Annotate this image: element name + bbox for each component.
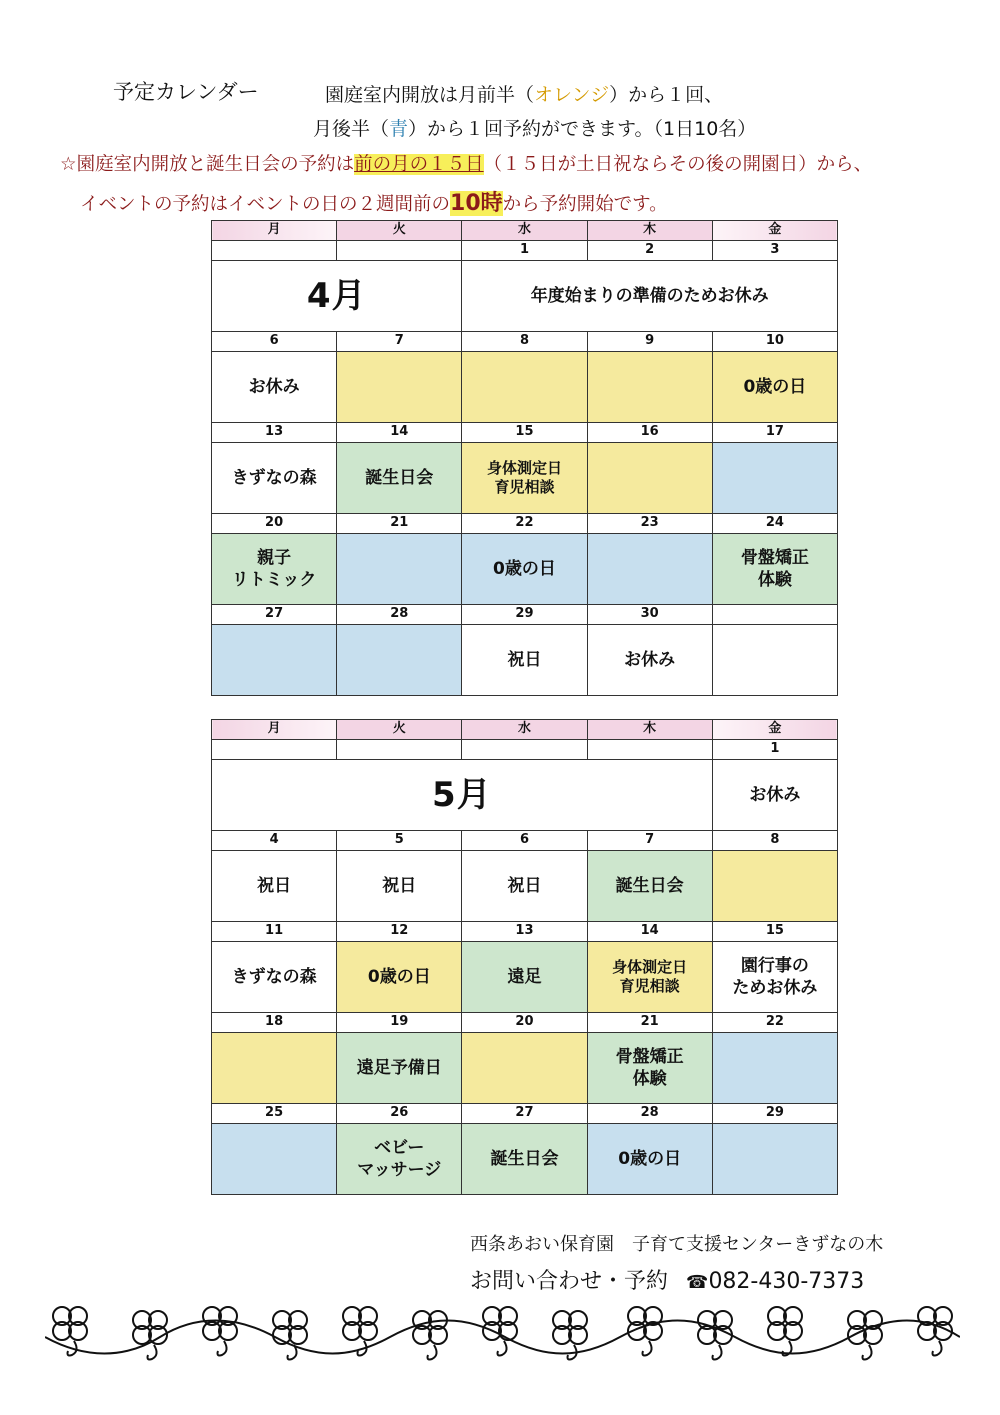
date-row bbox=[212, 514, 838, 534]
weekday-thu: 木 bbox=[587, 221, 712, 241]
phone-icon: ☎ bbox=[686, 1272, 709, 1293]
month-label: 5月 bbox=[432, 774, 492, 815]
date-cell: 17 bbox=[712, 423, 837, 443]
date-cell: 27 bbox=[212, 605, 337, 625]
date-cell: 20 bbox=[212, 514, 337, 534]
event-cell-empty bbox=[712, 851, 837, 922]
event-label: 体験 bbox=[757, 570, 792, 590]
notice-text: 月後半（ bbox=[313, 118, 390, 140]
weekday-tue: 火 bbox=[337, 221, 462, 241]
event-cell-empty bbox=[587, 352, 712, 423]
event-cell bbox=[462, 1124, 587, 1195]
event-row bbox=[212, 625, 838, 696]
event-cell bbox=[462, 851, 587, 922]
event-cell bbox=[337, 443, 462, 514]
date-row bbox=[212, 423, 838, 443]
event-label: 0歳の日 bbox=[618, 1148, 682, 1169]
notice-text: イベントの予約はイベントの日の２週間前の bbox=[80, 194, 451, 215]
event-cell-empty bbox=[712, 443, 837, 514]
notice-line-3 bbox=[60, 150, 872, 176]
event-row bbox=[212, 851, 838, 922]
contact-line bbox=[470, 1264, 864, 1295]
date-cell: 28 bbox=[587, 1104, 712, 1124]
date-cell: 9 bbox=[587, 332, 712, 352]
event-row bbox=[212, 942, 838, 1013]
event-cell bbox=[212, 352, 337, 423]
event-label: リトミック bbox=[231, 570, 317, 590]
weekday-fri: 金 bbox=[712, 720, 837, 740]
date-row bbox=[212, 605, 838, 625]
event-cell bbox=[212, 534, 337, 605]
notice-text: ）から１回、 bbox=[609, 84, 724, 106]
notice-line-1 bbox=[325, 80, 723, 107]
event-cell bbox=[587, 1124, 712, 1195]
highlight-date: 前の月の１５日 bbox=[354, 154, 484, 175]
calendar-title: 予定カレンダー bbox=[113, 80, 259, 104]
weekday-header-row bbox=[212, 221, 838, 241]
event-cell bbox=[462, 625, 587, 696]
event-label: 身体測定日 bbox=[612, 957, 688, 976]
date-cell: 21 bbox=[337, 514, 462, 534]
date-cell: 22 bbox=[712, 1013, 837, 1033]
notice-text: （１５日が土日祝ならその後の開園日）から、 bbox=[483, 154, 873, 175]
date-cell bbox=[712, 605, 837, 625]
event-cell-empty bbox=[337, 534, 462, 605]
date-cell: 29 bbox=[712, 1104, 837, 1124]
event-label: お休み bbox=[749, 784, 801, 805]
event-label: 育児相談 bbox=[494, 478, 555, 496]
notice-line-4 bbox=[80, 186, 668, 217]
event-cell-empty bbox=[212, 625, 337, 696]
phone-number: 082-430-7373 bbox=[708, 1269, 865, 1294]
event-cell bbox=[712, 352, 837, 423]
notice-text: から予約開始です。 bbox=[502, 194, 668, 215]
clover-leaf-icon bbox=[343, 1307, 377, 1356]
date-cell: 8 bbox=[712, 831, 837, 851]
date-cell: 7 bbox=[337, 332, 462, 352]
event-cell-empty bbox=[712, 625, 837, 696]
event-label: 体験 bbox=[632, 1069, 667, 1089]
date-cell: 10 bbox=[712, 332, 837, 352]
date-cell: 20 bbox=[462, 1013, 587, 1033]
event-label: 遠足予備日 bbox=[356, 1057, 442, 1078]
date-cell: 3 bbox=[712, 241, 837, 261]
weekday-fri: 金 bbox=[712, 221, 837, 241]
event-row bbox=[212, 352, 838, 423]
weekday-header-row bbox=[212, 720, 838, 740]
april-month-label bbox=[212, 261, 462, 332]
event-cell bbox=[212, 942, 337, 1013]
date-cell: 27 bbox=[462, 1104, 587, 1124]
weekday-mon: 月 bbox=[212, 221, 337, 241]
event-cell-empty bbox=[587, 534, 712, 605]
event-label: 骨盤矯正 bbox=[615, 1046, 684, 1067]
date-cell bbox=[337, 241, 462, 261]
date-cell: 4 bbox=[212, 831, 337, 851]
date-cell: 14 bbox=[337, 423, 462, 443]
date-row bbox=[212, 1013, 838, 1033]
clover-leaf-icon bbox=[698, 1311, 732, 1360]
notice-text: ）から１回予約ができます。（1日10名） bbox=[408, 118, 757, 140]
event-cell bbox=[712, 534, 837, 605]
event-label: きずなの森 bbox=[231, 966, 317, 987]
event-cell bbox=[337, 1124, 462, 1195]
date-cell bbox=[462, 740, 587, 760]
event-cell bbox=[587, 1033, 712, 1104]
event-label: 親子 bbox=[257, 547, 292, 568]
event-label: 骨盤矯正 bbox=[740, 547, 809, 568]
event-label: 誕生日会 bbox=[490, 1148, 559, 1169]
event-cell bbox=[337, 851, 462, 922]
closed-notice: 年度始まりの準備のためお休み bbox=[462, 261, 838, 332]
clover-leaf-icon bbox=[918, 1307, 952, 1356]
weekday-wed: 水 bbox=[462, 720, 587, 740]
date-cell: 5 bbox=[337, 831, 462, 851]
date-cell: 21 bbox=[587, 1013, 712, 1033]
event-cell bbox=[712, 942, 837, 1013]
event-label: 誕生日会 bbox=[365, 467, 434, 488]
date-cell: 13 bbox=[212, 423, 337, 443]
event-label: 園行事の bbox=[740, 955, 809, 976]
may-calendar bbox=[211, 719, 838, 1195]
event-label: ためお休み bbox=[732, 978, 818, 998]
notice-line-2 bbox=[313, 114, 756, 141]
may-month-label bbox=[212, 760, 713, 831]
month-label: 4月 bbox=[306, 275, 367, 316]
event-cell-empty bbox=[212, 1124, 337, 1195]
event-row bbox=[212, 760, 838, 831]
date-row bbox=[212, 241, 838, 261]
date-cell bbox=[212, 740, 337, 760]
event-cell bbox=[462, 942, 587, 1013]
date-cell: 16 bbox=[587, 423, 712, 443]
event-cell-empty bbox=[712, 1033, 837, 1104]
clover-leaf-icon bbox=[413, 1311, 447, 1360]
weekday-mon: 月 bbox=[212, 720, 337, 740]
event-label: 育児相談 bbox=[619, 977, 680, 995]
weekday-tue: 火 bbox=[337, 720, 462, 740]
event-label: 祝日 bbox=[507, 649, 542, 670]
date-cell: 28 bbox=[337, 605, 462, 625]
event-label: 祝日 bbox=[382, 875, 417, 896]
event-cell bbox=[587, 625, 712, 696]
event-cell-empty bbox=[462, 1033, 587, 1104]
date-cell: 11 bbox=[212, 922, 337, 942]
event-cell bbox=[712, 760, 837, 831]
event-label: 誕生日会 bbox=[615, 875, 684, 896]
date-cell: 13 bbox=[462, 922, 587, 942]
date-cell: 1 bbox=[712, 740, 837, 760]
event-label: 祝日 bbox=[507, 875, 542, 896]
date-cell: 15 bbox=[712, 922, 837, 942]
date-row bbox=[212, 740, 838, 760]
clover-leaf-icon bbox=[203, 1307, 237, 1356]
date-cell: 1 bbox=[462, 241, 587, 261]
event-row bbox=[212, 534, 838, 605]
event-cell bbox=[587, 851, 712, 922]
date-cell: 30 bbox=[587, 605, 712, 625]
date-cell: 24 bbox=[712, 514, 837, 534]
date-cell: 18 bbox=[212, 1013, 337, 1033]
event-label: きずなの森 bbox=[231, 467, 317, 488]
clover-vine-icon bbox=[45, 1297, 960, 1369]
event-cell-empty bbox=[587, 443, 712, 514]
notice-text: ☆園庭室内開放と誕生日会の予約は bbox=[60, 154, 355, 175]
event-cell-empty bbox=[712, 1124, 837, 1195]
event-row bbox=[212, 443, 838, 514]
event-row bbox=[212, 261, 838, 332]
date-row bbox=[212, 1104, 838, 1124]
date-row bbox=[212, 332, 838, 352]
clover-leaf-icon bbox=[273, 1311, 307, 1360]
clover-leaf-icon bbox=[768, 1307, 802, 1356]
date-cell: 8 bbox=[462, 332, 587, 352]
event-label: 遠足 bbox=[507, 966, 542, 987]
event-label: マッサージ bbox=[357, 1160, 442, 1180]
date-cell: 14 bbox=[587, 922, 712, 942]
date-row bbox=[212, 831, 838, 851]
orange-keyword: オレンジ bbox=[534, 84, 610, 106]
date-cell: 6 bbox=[212, 332, 337, 352]
clover-leaf-icon bbox=[483, 1307, 517, 1356]
date-cell bbox=[337, 740, 462, 760]
event-label: お休み bbox=[248, 376, 300, 397]
event-cell bbox=[462, 534, 587, 605]
event-cell bbox=[587, 942, 712, 1013]
event-label: 0歳の日 bbox=[367, 966, 431, 987]
event-cell-empty bbox=[212, 1033, 337, 1104]
event-cell-empty bbox=[337, 352, 462, 423]
organization-name: 西条あおい保育園 子育て支援センターきずなの木 bbox=[470, 1234, 884, 1255]
weekday-thu: 木 bbox=[587, 720, 712, 740]
date-cell: 7 bbox=[587, 831, 712, 851]
april-calendar bbox=[211, 220, 838, 696]
event-label: 祝日 bbox=[257, 875, 292, 896]
event-label: 身体測定日 bbox=[486, 458, 562, 477]
event-cell bbox=[212, 443, 337, 514]
event-row bbox=[212, 1033, 838, 1104]
notice-text: 園庭室内開放は月前半（ bbox=[325, 84, 535, 106]
event-cell bbox=[462, 443, 587, 514]
event-cell bbox=[337, 1033, 462, 1104]
event-label: ベビー bbox=[374, 1137, 425, 1158]
event-cell-empty bbox=[337, 625, 462, 696]
event-label: 0歳の日 bbox=[743, 376, 807, 397]
event-cell-empty bbox=[462, 352, 587, 423]
date-cell: 15 bbox=[462, 423, 587, 443]
date-cell bbox=[587, 740, 712, 760]
date-cell: 26 bbox=[337, 1104, 462, 1124]
event-cell bbox=[337, 942, 462, 1013]
event-cell bbox=[212, 851, 337, 922]
blue-keyword: 青 bbox=[389, 118, 409, 140]
date-cell: 23 bbox=[587, 514, 712, 534]
date-cell: 6 bbox=[462, 831, 587, 851]
date-cell: 29 bbox=[462, 605, 587, 625]
event-row bbox=[212, 1124, 838, 1195]
contact-label: お問い合わせ・予約 bbox=[470, 1269, 669, 1294]
event-label: お休み bbox=[624, 649, 676, 670]
date-cell: 12 bbox=[337, 922, 462, 942]
event-label: 0歳の日 bbox=[493, 558, 556, 579]
date-cell: 25 bbox=[212, 1104, 337, 1124]
date-row bbox=[212, 922, 838, 942]
highlight-time: 10時 bbox=[450, 191, 503, 216]
date-cell: 19 bbox=[337, 1013, 462, 1033]
date-cell bbox=[212, 241, 337, 261]
weekday-wed: 水 bbox=[462, 221, 587, 241]
date-cell: 22 bbox=[462, 514, 587, 534]
date-cell: 2 bbox=[587, 241, 712, 261]
